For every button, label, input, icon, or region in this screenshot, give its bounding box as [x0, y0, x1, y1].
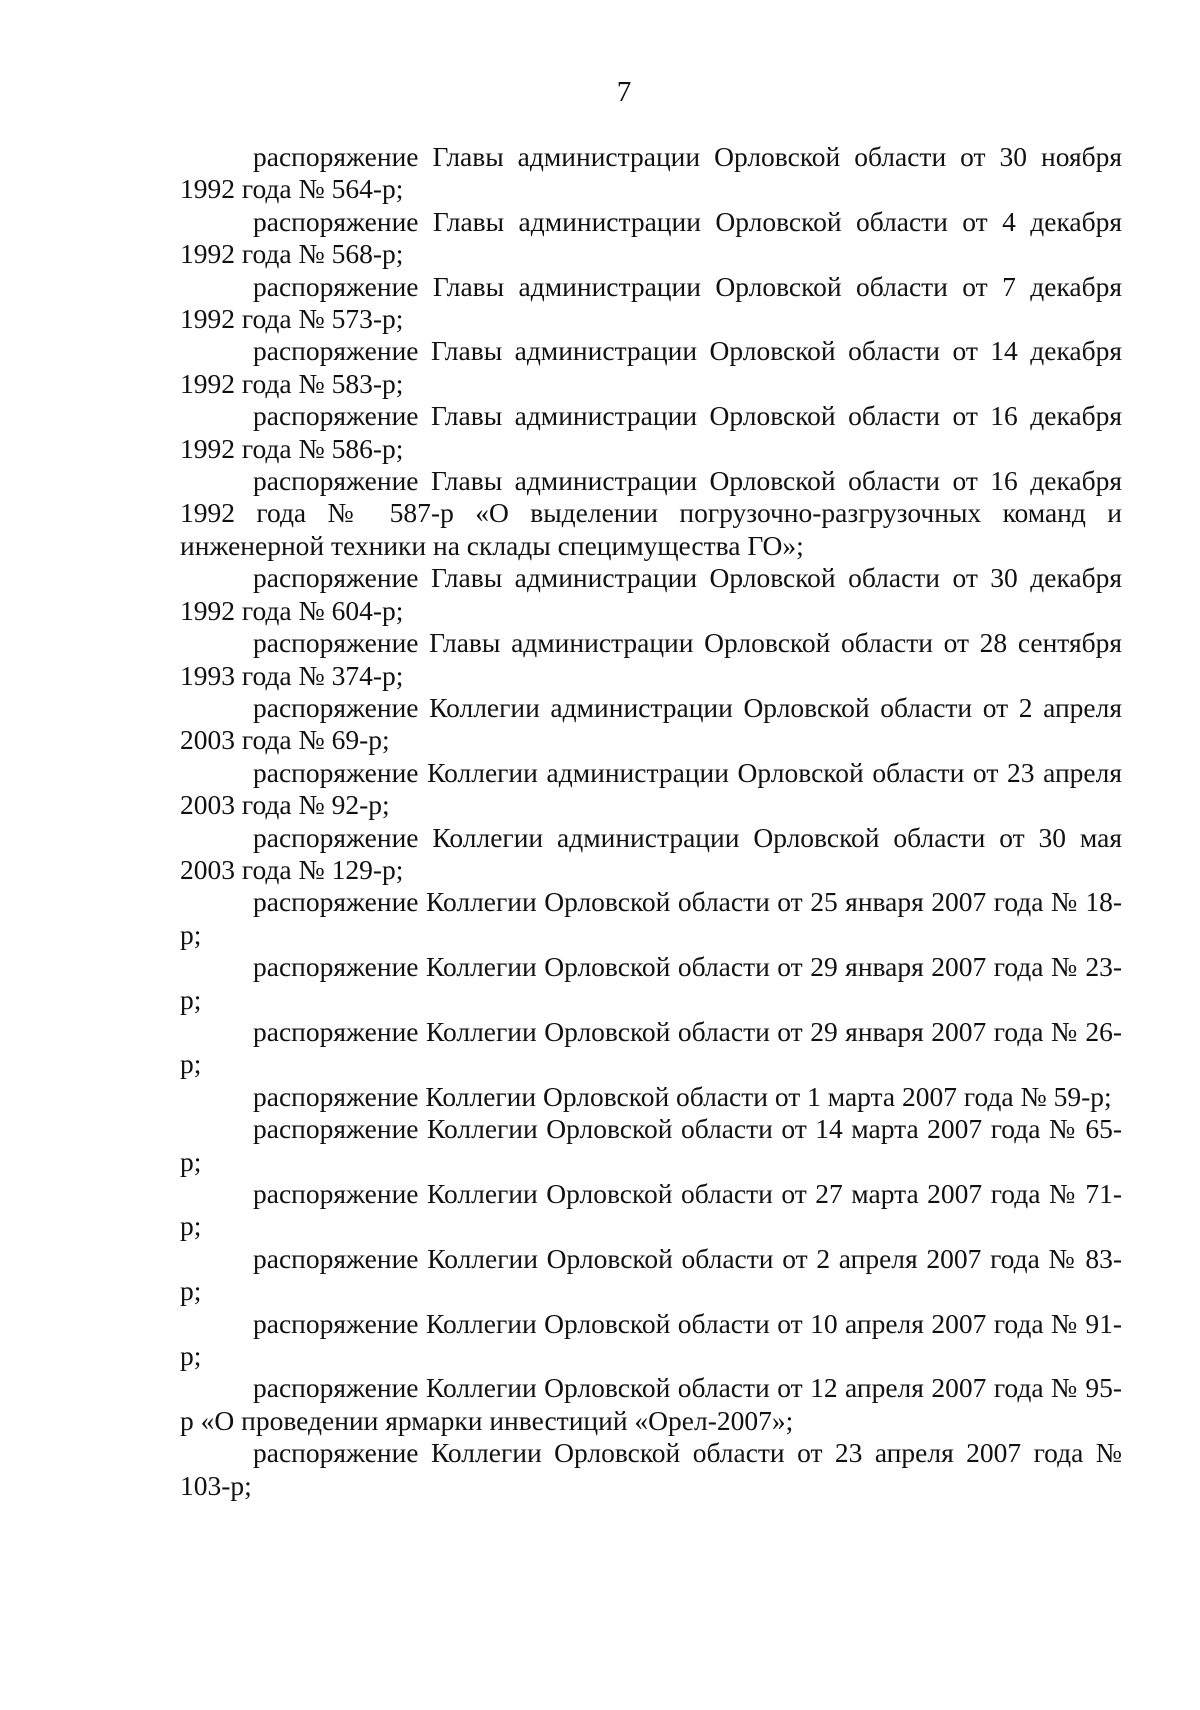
paragraph-3: распоряжение Главы администрации Орловской области от 7 декабря 1992 года № 573-р; — [180, 270, 1122, 335]
paragraph-15: распоряжение Коллегии Орловской области от 1 марта 2007 года № 59-р; — [253, 1080, 1112, 1112]
paragraph-20: распоряжение Коллегии Орловской области от 12 апреля 2007 года № 95-р «О проведении ярмарки инвестиций «Орел-2007»; — [180, 1372, 1122, 1436]
paragraph-4: распоряжение Главы администрации Орловской области от 14 декабря 1992 года № 583-р; — [180, 335, 1122, 399]
paragraph-13: распоряжение Коллегии Орловской области от 29 января 2007 года № 23-р; — [180, 951, 1122, 1015]
paragraph-7: распоряжение Главы администрации Орловской области от 30 декабря 1992 года № 604-р; — [180, 562, 1122, 626]
paragraph-2: распоряжение Главы администрации Орловской области от 4 декабря 1992 года № 568-р; — [180, 205, 1122, 270]
paragraph-18: распоряжение Коллегии Орловской области от 2 апреля 2007 года № 83-р; — [180, 1242, 1122, 1307]
paragraph-19: распоряжение Коллегии Орловской области от 10 апреля 2007 года № 91-р; — [180, 1307, 1122, 1372]
paragraph-14: распоряжение Коллегии Орловской области от 29 января 2007 года № 26-р; — [180, 1015, 1122, 1080]
paragraph-21: распоряжение Коллегии Орловской области от 23 апреля 2007 года № 103-р; — [180, 1437, 1122, 1501]
paragraph-16: распоряжение Коллегии Орловской области от 14 марта 2007 года № 65-р; — [180, 1113, 1122, 1177]
page-number: 7 — [616, 76, 632, 108]
document-body — [180, 141, 1122, 1502]
paragraph-11: распоряжение Коллегии администрации Орловской области от 30 мая 2003 года № 129-р; — [180, 821, 1122, 885]
paragraph-1: распоряжение Главы администрации Орловской области от 30 ноября 1992 года № 564-р; — [180, 141, 1122, 205]
paragraph-6: распоряжение Главы администрации Орловской области от 16 декабря 1992 года № 587-р «О выделении погрузочно-разгрузочных команд и инженерной техники на склады специмущества ГО»; — [180, 465, 1122, 561]
paragraph-12: распоряжение Коллегии Орловской области от 25 января 2007 года № 18-р; — [180, 886, 1122, 950]
paragraph-10: распоряжение Коллегии администрации Орловской области от 23 апреля 2003 года № 92-р; — [180, 756, 1122, 821]
paragraph-17: распоряжение Коллегии Орловской области от 27 марта 2007 года № 71-р; — [180, 1178, 1122, 1242]
paragraph-8: распоряжение Главы администрации Орловской области от 28 сентября 1993 года № 374-р; — [180, 627, 1122, 691]
paragraph-9: распоряжение Коллегии администрации Орловской области от 2 апреля 2003 года № 69-р; — [180, 691, 1122, 756]
paragraph-5: распоряжение Главы администрации Орловской области от 16 декабря 1992 года № 586-р; — [180, 400, 1122, 464]
